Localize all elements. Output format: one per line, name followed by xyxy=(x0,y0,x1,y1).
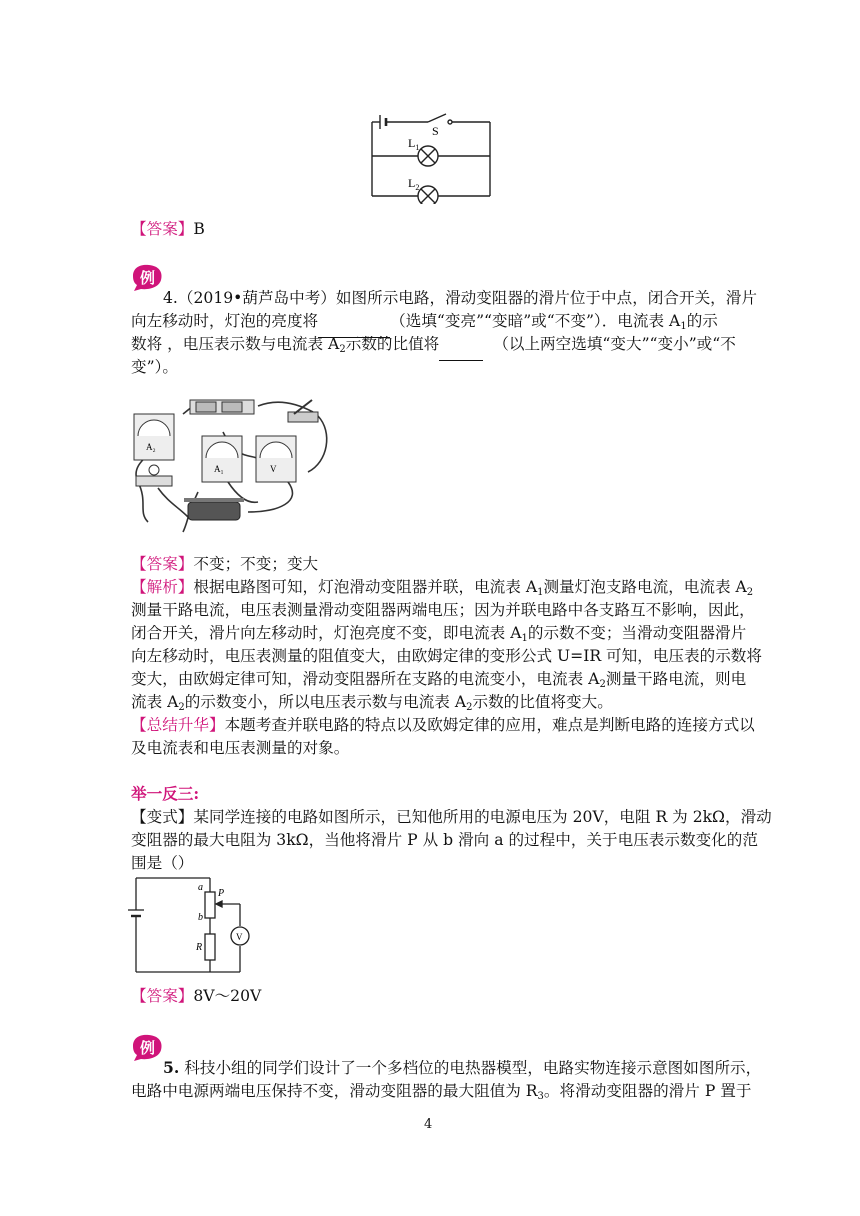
variant-line-1: 【变式】某同学连接的电路如图所示，已知他所用的电源电压为 20V，电阻 R 为 2kΩ，滑动 xyxy=(131,808,772,826)
q4-line-2: 向左移动时，灯泡的亮度将 （选填“变亮”“变暗”或“不变”）．电流表 $A_1$的示 xyxy=(131,310,718,338)
svg-text:b: b xyxy=(198,912,203,923)
variant-heading: 举一反三: xyxy=(131,784,200,803)
svg-text:例: 例 xyxy=(140,271,156,287)
summary-line-2: 及电流表和电压表测量的对象。 xyxy=(131,739,350,757)
answer-line-1 xyxy=(131,218,205,240)
svg-text:a: a xyxy=(198,882,203,893)
q4-line-4: 变”）。 xyxy=(131,358,178,376)
answer-text: B xyxy=(193,220,205,238)
svg-text:A₁: A₁ xyxy=(214,464,224,474)
q5-line-2: 电路中电源两端电压保持不变，滑动变阻器的最大阻值为 $R_3$。将滑动变阻器的滑片 P 置于 xyxy=(131,1082,752,1102)
analysis-line-1: 【解析】根据电路图可知，灯泡滑动变阻器并联，电流表 $A_1$测量灯泡支路电流，电流表 $A_2$ xyxy=(131,578,754,598)
answer-line-3: 【答案】8V～20V xyxy=(131,987,262,1005)
switch-label: S xyxy=(432,124,439,138)
variant-circuit-diagram xyxy=(126,874,252,976)
svg-text:V: V xyxy=(270,464,277,474)
svg-text:P: P xyxy=(218,888,225,899)
q4-blank-2[interactable] xyxy=(439,342,483,361)
q5-line-1: 5. 科技小组的同学们设计了一个多档位的电热器模型，电路实物连接示意图如图所示， xyxy=(163,1058,762,1077)
summary-line-1: 【总结升华】本题考查并联电路的特点以及欧姆定律的应用，难点是判断电路的连接方式以 xyxy=(131,716,755,734)
lamp2-label: $L_2$ xyxy=(408,176,420,192)
analysis-line-2: 测量干路电流，电压表测量滑动变阻器两端电压；因为并联电路中各支路互不影响，因此， xyxy=(131,601,755,619)
page-number: 4 xyxy=(424,1117,433,1132)
variant-line-3: 围是（） xyxy=(131,854,194,872)
answer-line-2: 【答案】不变；不变；变大 xyxy=(131,555,319,573)
lamp1-label: $L_1$ xyxy=(408,136,420,152)
variant-line-2: 变阻器的最大电阻为 3kΩ，当他将滑片 P 从 b 滑向 a 的过程中，关于电压表示数变化的范 xyxy=(131,831,758,849)
analysis-line-5: 变大，由欧姆定律可知，滑动变阻器所在支路的电流变小，电流表 $A_2$测量干路电流，则电 xyxy=(131,670,747,690)
circuit-diagram-parallel-lamps xyxy=(360,104,500,204)
example-badge-icon-2 xyxy=(130,1032,164,1062)
svg-text:例: 例 xyxy=(140,1041,156,1057)
svg-text:V: V xyxy=(236,932,243,942)
physical-circuit-figure xyxy=(128,392,334,540)
q4-line-1: 4.（2019•葫芦岛中考）如图所示电路，滑动变阻器的滑片位于中点，闭合开关，滑片 xyxy=(163,289,757,307)
svg-text:A₂: A₂ xyxy=(146,442,156,452)
analysis-line-4: 向左移动时，电压表测量的阻值变大，由欧姆定律的变形公式 U=IR 可知，电压表的示数将 xyxy=(131,647,762,665)
analysis-line-3: 闭合开关，滑片向左移动时，灯泡亮度不变，即电流表 $A_1$的示数不变；当滑动变阻器滑片 xyxy=(131,624,747,644)
example-badge-icon xyxy=(130,262,164,292)
analysis-line-6: 流表 $A_2$的示数变小，所以电压表示数与电流表 $A_2$示数的比值将变大。 xyxy=(131,693,613,713)
answer-label: 【答案】 xyxy=(131,220,194,238)
q4-line-3: 数将 ，电压表示数与电流表 $A_2$示数的比值将 （以上两空选填“变大”“变小”或“不 xyxy=(131,333,736,361)
svg-text:R: R xyxy=(196,942,203,953)
